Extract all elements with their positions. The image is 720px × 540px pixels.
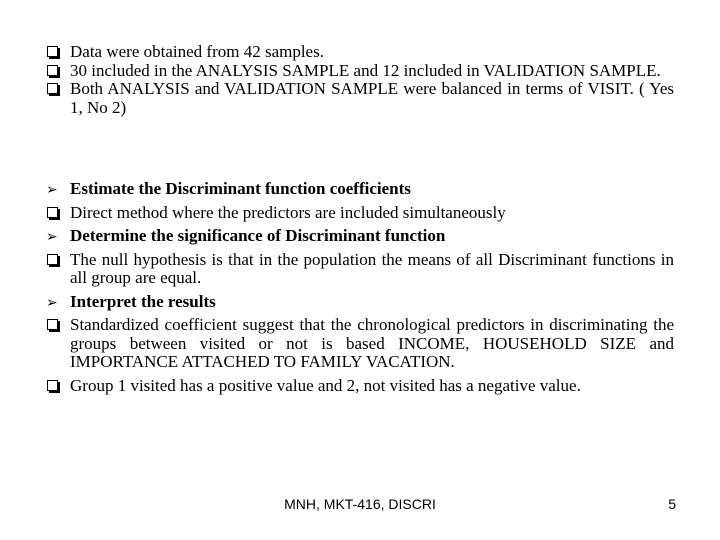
item-text: Interpret the results	[70, 291, 216, 311]
bullet-item	[46, 180, 674, 199]
item-text: Direct method where the predictors are included simultaneously	[70, 202, 506, 222]
arrow-bullet-icon: ➢	[46, 182, 58, 198]
section-2	[46, 180, 674, 395]
bullet-item	[46, 316, 674, 372]
page-number: 5	[668, 496, 676, 512]
item-text: Data were obtained from 42 samples.	[70, 42, 324, 61]
item-text: Group 1 visited has a positive value and 2, not visited has a negative value.	[70, 375, 581, 395]
item-text: 30 included in the ANALYSIS SAMPLE and 12 included in VALIDATION SAMPLE.	[70, 60, 661, 80]
bullet-item	[46, 293, 674, 312]
item-text: The null hypothesis is that in the population the means of all Discriminant functions in all group are equal.	[70, 249, 674, 287]
item-text: Estimate the Discriminant function coefficients	[70, 179, 411, 198]
bullet-item	[46, 43, 674, 62]
bullet-item	[46, 377, 674, 396]
item-text: Both ANALYSIS and VALIDATION SAMPLE were balanced in terms of VISIT. ( Yes 1, No 2)	[70, 79, 674, 117]
bullet-item	[46, 227, 674, 246]
item-text: Standardized coefficient suggest that the chronological predictors in discriminating the groups between visited or not is based INCOME, HOUSEHOLD SIZE and IMPORTANCE ATTACHED TO FAMILY VACATION.	[70, 315, 674, 371]
footer-text: MNH, MKT-416, DISCRI	[284, 496, 436, 512]
arrow-bullet-icon: ➢	[46, 229, 58, 245]
item-text: Determine the significance of Discriminant function	[70, 226, 446, 245]
bullet-item	[46, 251, 674, 288]
bullet-item	[46, 62, 674, 81]
bullet-item	[46, 204, 674, 223]
arrow-bullet-icon: ➢	[46, 294, 58, 311]
section-1	[46, 43, 674, 117]
bullet-item	[46, 80, 674, 117]
